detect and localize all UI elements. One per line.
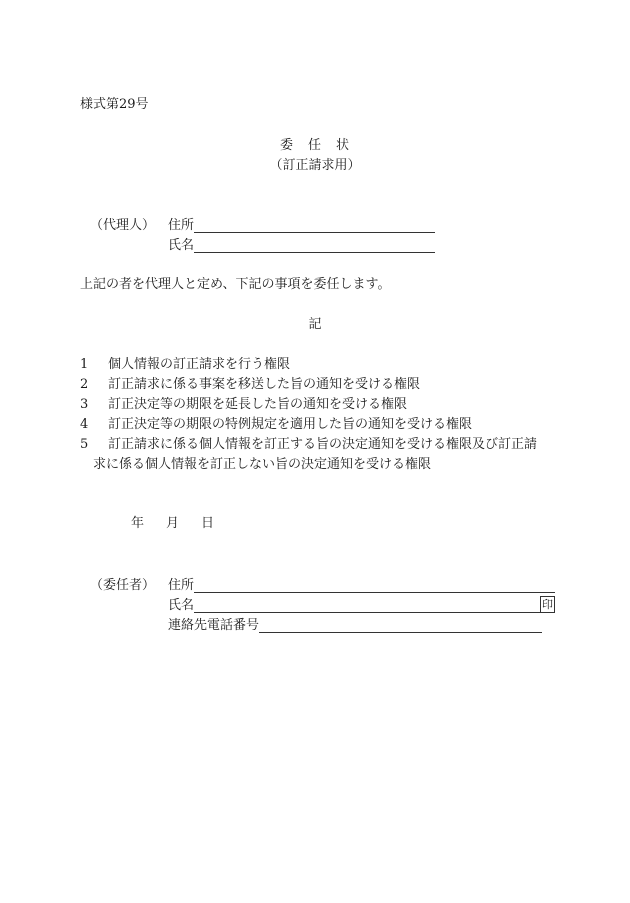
seal-box: 印 (542, 598, 554, 611)
list-item (80, 437, 537, 453)
agent-name-row (90, 236, 435, 253)
agent-address-label: 住所 (168, 218, 195, 233)
principal-address-field[interactable] (194, 576, 555, 593)
agent-address-field[interactable] (194, 216, 435, 233)
principal-address-label: 住所 (168, 578, 195, 593)
principal-name-row (90, 596, 555, 613)
principal-phone-label: 連絡先電話番号 (168, 618, 260, 633)
list-item-number: 1 (80, 357, 89, 372)
agent-name-field[interactable] (194, 236, 435, 253)
principal-name-label: 氏名 (168, 598, 195, 613)
list-item-text: 訂正決定等の期限の特例規定を適用した旨の通知を受ける権限 (108, 417, 473, 432)
list-item-text: 訂正請求に係る個人情報を訂正する旨の決定通知を受ける権限及び訂正請 (108, 437, 538, 452)
date-year-label: 年 (131, 516, 145, 531)
list-item-number: 3 (80, 397, 89, 412)
list-item-text: 個人情報の訂正請求を行う権限 (108, 357, 291, 372)
list-item (80, 357, 290, 373)
agent-name-label: 氏名 (168, 238, 195, 253)
principal-role-label: （委任者） (90, 578, 156, 593)
document-subtitle: （訂正請求用） (269, 158, 361, 173)
document-title: 委 任 状 (279, 138, 350, 153)
list-item (80, 397, 407, 413)
list-item-text: 訂正決定等の期限を延長した旨の通知を受ける権限 (108, 397, 408, 412)
list-item-text: 訂正請求に係る事案を移送した旨の通知を受ける権限 (108, 377, 421, 392)
ki-heading: 記 (308, 317, 322, 332)
date-day-label: 日 (201, 516, 215, 531)
principal-name-field[interactable] (194, 596, 540, 613)
form-number: 様式第29号 (80, 97, 149, 112)
list-item-number: 4 (80, 417, 89, 432)
delegation-sentence: 上記の者を代理人と定め、下記の事項を委任します。 (80, 277, 391, 292)
principal-phone-row (90, 616, 542, 633)
agent-address-row (90, 216, 435, 233)
agent-role-label: （代理人） (90, 218, 156, 233)
list-item (80, 417, 472, 433)
principal-address-row (90, 576, 555, 593)
list-item-continuation: 求に係る個人情報を訂正しない旨の決定通知を受ける権限 (93, 457, 432, 472)
list-item-number: 2 (80, 377, 89, 392)
date-month-label: 月 (166, 516, 180, 531)
date-line (131, 516, 214, 532)
list-item-number: 5 (80, 437, 89, 452)
list-item (80, 377, 420, 393)
principal-phone-field[interactable] (259, 616, 542, 633)
